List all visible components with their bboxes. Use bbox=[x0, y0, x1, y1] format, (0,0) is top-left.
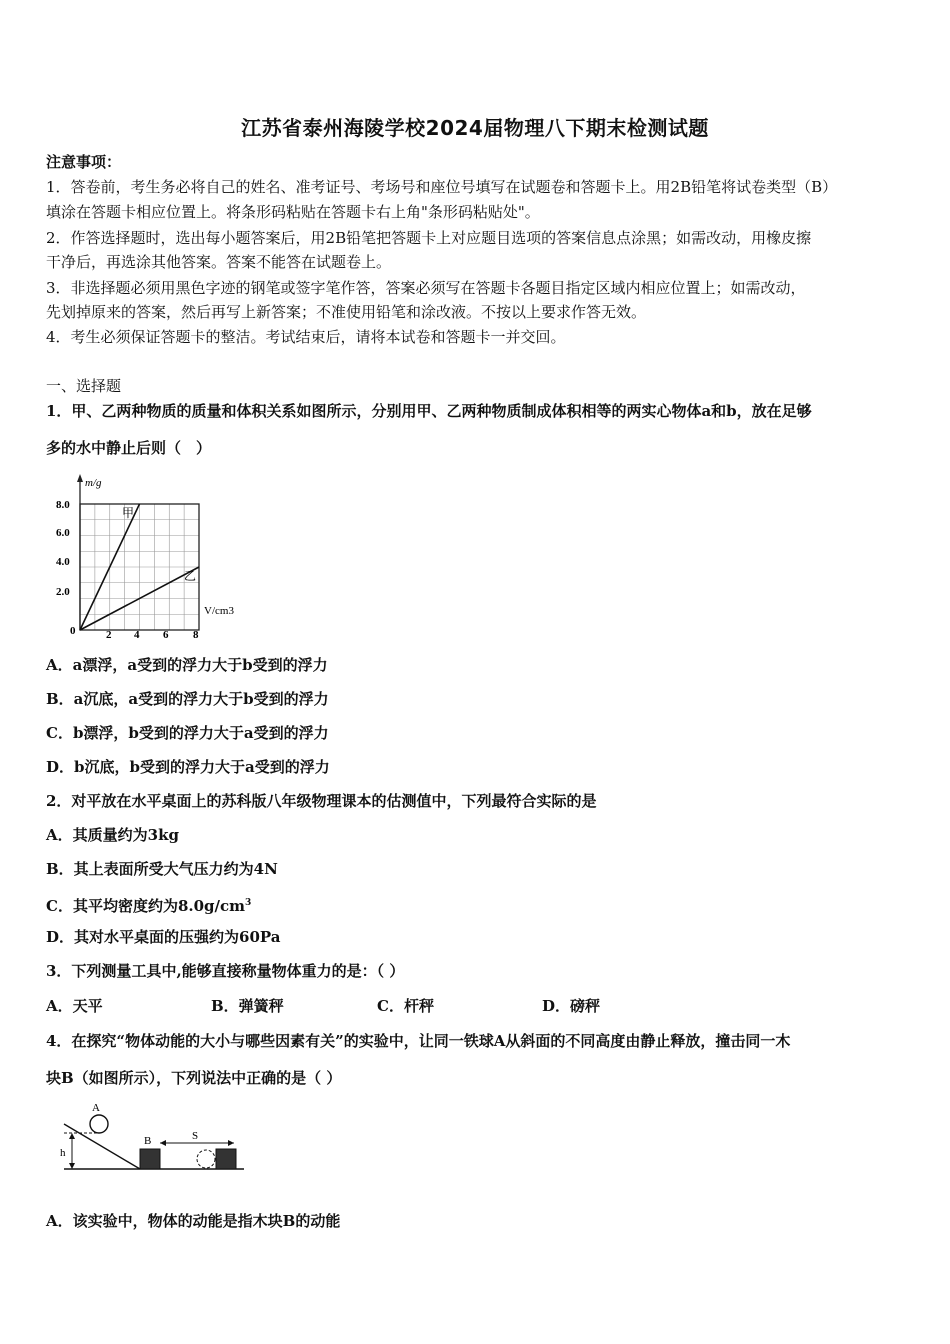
q3-option-d: D．磅秤 bbox=[542, 997, 601, 1015]
notice-line: 2．作答选择题时，选出每小题答案后，用2B铅笔把答题卡上对应题目选项的答案信息点涂黑；如需改动，用橡皮擦 bbox=[46, 229, 812, 247]
distance-arrow-left bbox=[160, 1140, 166, 1146]
q3-option-c: C．杆秤 bbox=[377, 997, 434, 1015]
notice-line: 4．考生必须保证答题卡的整洁。考试结束后，请将本试卷和答题卡一并交回。 bbox=[46, 328, 566, 346]
y-tick-label: 2.0 bbox=[56, 586, 70, 598]
ball-a-label: A bbox=[92, 1102, 100, 1114]
q1-option-c: C．b漂浮，b受到的浮力大于a受到的浮力 bbox=[46, 724, 329, 742]
incline-figure bbox=[52, 1100, 252, 1176]
q2-option-d: D．其对水平桌面的压强约为60Pa bbox=[46, 928, 281, 946]
q2-option-c-sup: 3 bbox=[245, 898, 252, 908]
x-tick-label: 8 bbox=[193, 629, 199, 641]
y-tick-label: 4.0 bbox=[56, 556, 70, 568]
notice-heading: 注意事项： bbox=[46, 153, 122, 171]
origin-label: 0 bbox=[70, 625, 76, 637]
q4-stem-cont: 块B（如图所示），下列说法中正确的是（ ） bbox=[46, 1069, 342, 1087]
x-tick-label: 2 bbox=[106, 629, 112, 641]
q4-stem: 4．在探究“物体动能的大小与哪些因素有关”的实验中，让同一铁球A从斜面的不同高度由静止释放，撞击同一木 bbox=[46, 1032, 791, 1050]
x-axis-label: V/cm3 bbox=[204, 605, 234, 617]
q1-stem: 1．甲、乙两种物质的质量和体积关系如图所示，分别用甲、乙两种物质制成体积相等的两实心物体a和b，放在足够 bbox=[46, 402, 812, 420]
q3-option-a: A．天平 bbox=[46, 997, 103, 1015]
q2-stem: 2．对平放在水平桌面上的苏科版八年级物理课本的估测值中，下列最符合实际的是 bbox=[46, 792, 597, 810]
notice-line: 3．非选择题必须用黑色字迹的钢笔或签字笔作答，答案必须写在答题卡各题目指定区域内相应位置上；如需改动， bbox=[46, 279, 806, 297]
graph-grid bbox=[80, 504, 199, 630]
block-b bbox=[140, 1149, 160, 1169]
block-b-moved bbox=[216, 1149, 236, 1169]
q1-option-a: A．a漂浮，a受到的浮力大于b受到的浮力 bbox=[46, 656, 328, 674]
notice-line: 填涂在答题卡相应位置上。将条形码粘贴在答题卡右上角"条形码粘贴处"。 bbox=[46, 203, 540, 221]
distance-arrow-right bbox=[228, 1140, 234, 1146]
height-label: h bbox=[60, 1147, 66, 1159]
height-arrow-down bbox=[69, 1163, 75, 1169]
notice-line: 先划掉原来的答案，然后再写上新答案；不准使用铅笔和涂改液。不按以上要求作答无效。 bbox=[46, 303, 647, 321]
height-arrow-up bbox=[69, 1133, 75, 1139]
series-label-jia: 甲 bbox=[122, 506, 135, 520]
mass-volume-graph bbox=[52, 472, 252, 644]
page-title: 江苏省泰州海陵学校2024届物理八下期末检测试题 bbox=[241, 116, 709, 140]
q1-option-b: B．a沉底，a受到的浮力大于b受到的浮力 bbox=[46, 690, 329, 708]
block-b-label: B bbox=[144, 1135, 152, 1147]
x-tick-label: 4 bbox=[134, 629, 140, 641]
y-axis-arrow bbox=[77, 474, 83, 482]
q1-stem-cont: 多的水中静止后则（ ） bbox=[46, 439, 212, 457]
q3-stem: 3．下列测量工具中,能够直接称量物体重力的是：（ ） bbox=[46, 962, 405, 980]
y-axis-label: m/g bbox=[85, 477, 102, 489]
q3-option-b: B．弹簧秤 bbox=[211, 997, 284, 1015]
x-tick-label: 6 bbox=[163, 629, 169, 641]
notice-line: 1．答卷前，考生务必将自己的姓名、准考证号、考场号和座位号填写在试题卷和答题卡上。用2B铅笔将试卷类型（B） bbox=[46, 178, 838, 196]
q2-option-a: A．其质量约为3kg bbox=[46, 826, 179, 844]
ball-a bbox=[90, 1115, 108, 1133]
q2-option-c-text: C．其平均密度约为8.0g/cm bbox=[46, 897, 246, 915]
y-tick-label: 6.0 bbox=[56, 527, 70, 539]
ball-a-ghost bbox=[197, 1150, 215, 1168]
section-heading: 一、选择题 bbox=[46, 377, 122, 395]
q3-options bbox=[46, 995, 666, 1015]
q1-option-d: D．b沉底，b受到的浮力大于a受到的浮力 bbox=[46, 758, 330, 776]
notice-line: 干净后，再选涂其他答案。答案不能答在试题卷上。 bbox=[46, 253, 392, 271]
q2-option-c bbox=[46, 893, 251, 916]
q2-option-b: B．其上表面所受大气压力约为4N bbox=[46, 860, 278, 878]
q4-option-a: A．该实验中，物体的动能是指木块B的动能 bbox=[46, 1212, 341, 1230]
y-tick-label: 8.0 bbox=[56, 499, 70, 511]
series-label-yi: 乙 bbox=[184, 569, 197, 583]
distance-label: S bbox=[192, 1130, 199, 1142]
